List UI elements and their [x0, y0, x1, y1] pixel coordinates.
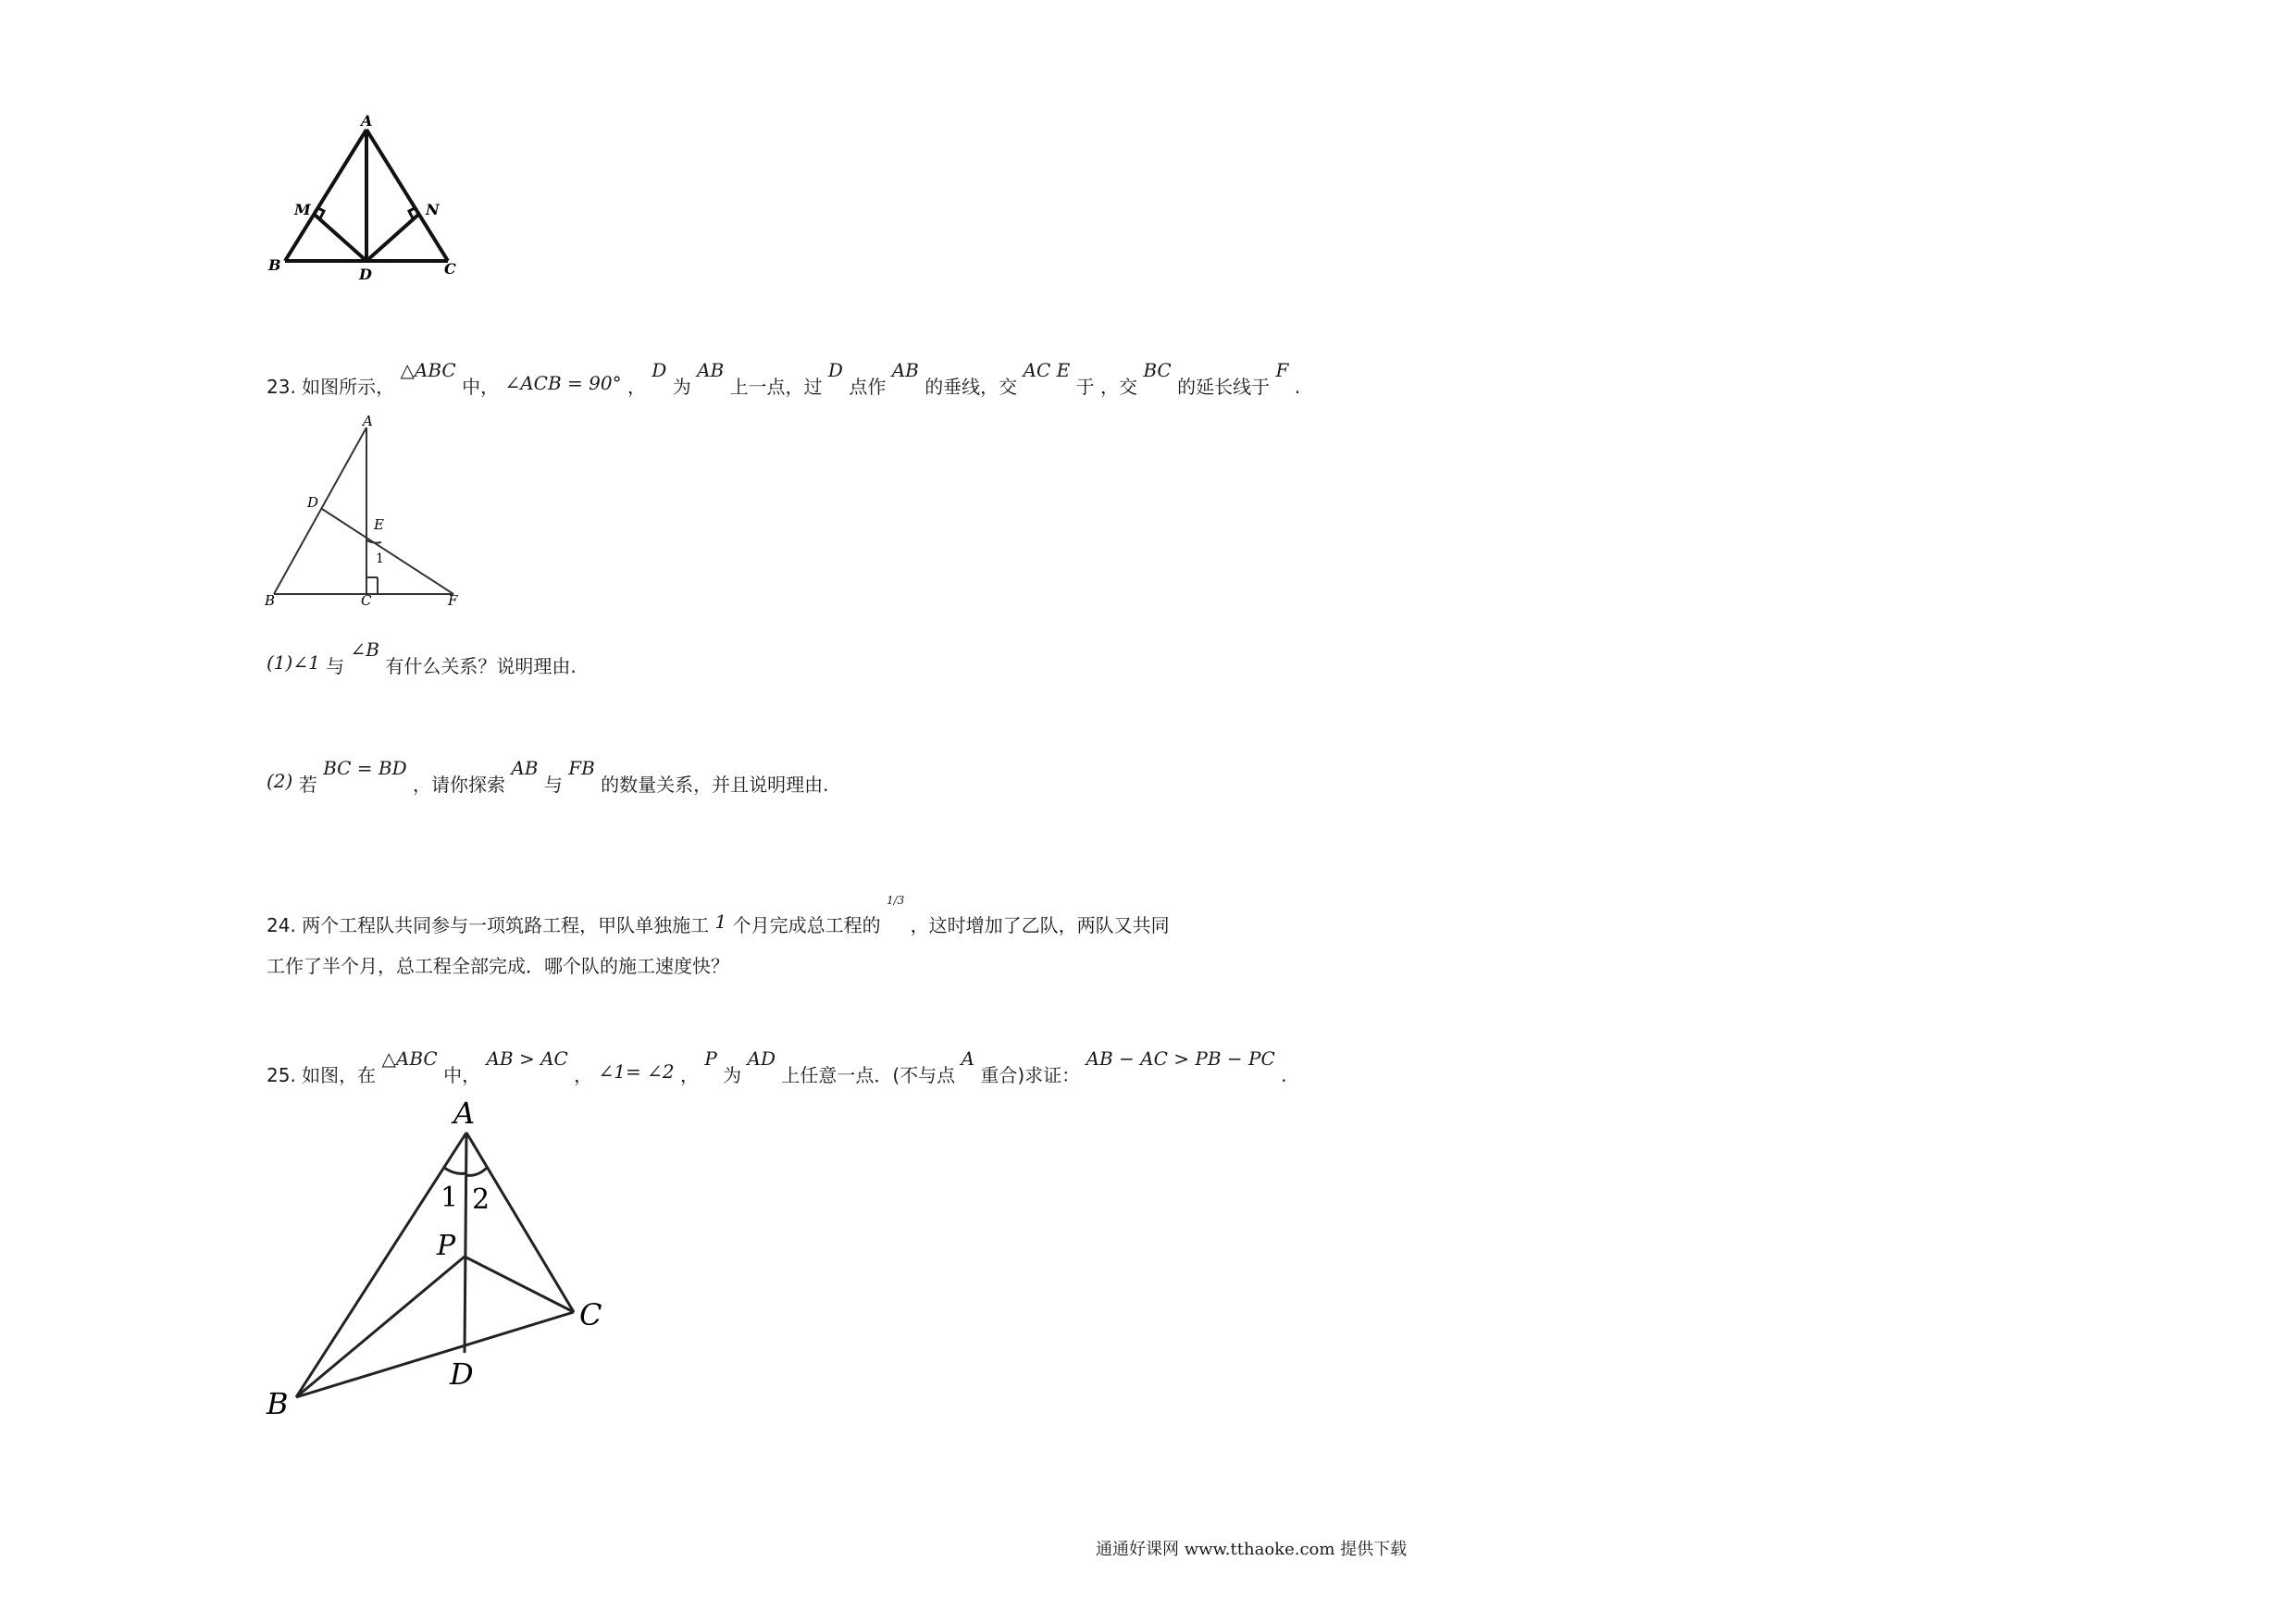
label-A: A: [361, 112, 373, 130]
q25-text-8: .: [1281, 1064, 1287, 1086]
q23-text-11: .: [1294, 376, 1301, 398]
label-N: N: [426, 201, 440, 218]
q23-label-E: E: [374, 516, 384, 533]
q23-math-ab2: AB: [891, 359, 919, 381]
q23-p2-text-3: 与: [543, 774, 563, 796]
q24-line1: [267, 894, 1170, 941]
q23-text-1: 如图所示，: [302, 376, 395, 398]
q23-math-triangle: △ABC: [400, 359, 456, 381]
q25-math-ineq: AB > AC: [486, 1047, 568, 1070]
q25-label-D: D: [450, 1357, 474, 1392]
q23-math-bc: BC: [1143, 359, 1172, 381]
q23-label-angle-1: 1: [376, 551, 384, 566]
q23-math-ab: AB: [697, 359, 725, 381]
label-M: M: [294, 201, 311, 218]
q23-text-5: 上一点，过: [729, 376, 823, 398]
q25-text-6: 上任意一点．(不与点: [781, 1064, 956, 1086]
q23-math-d2: D: [827, 359, 843, 381]
q25-text-4: ，: [679, 1064, 699, 1086]
q25-math-angles: ∠1= ∠2: [598, 1060, 675, 1083]
q23-p2-text-1: 若: [298, 774, 317, 796]
q23-math-f: F: [1275, 359, 1289, 381]
q23-text-6: 点作: [849, 376, 887, 398]
page-footer: 通通好课网 www.tthaoke.com 提供下载: [1096, 1540, 1408, 1559]
q25-stem: [267, 1047, 1287, 1088]
q24-line2: [267, 953, 729, 979]
q23-text-7: 的垂线，交: [925, 376, 1018, 398]
label-D: D: [359, 266, 372, 283]
q23-p2-text-2: ，请你探索: [413, 774, 505, 796]
q25-label-C: C: [579, 1297, 602, 1332]
q23-math-e: E: [1056, 359, 1071, 381]
q23-label-A: A: [363, 413, 373, 429]
q25-label-B: B: [267, 1386, 289, 1421]
q23-math-ac: AC: [1023, 359, 1051, 381]
q23-p1-math-b: ∠B: [350, 638, 379, 661]
q23-p1-text-1: 与: [326, 655, 345, 677]
q25-math-a: A: [961, 1047, 974, 1070]
q25-text-3: ，: [574, 1064, 593, 1086]
q24-fraction: 1/3: [886, 894, 905, 907]
q23-label-C: C: [361, 592, 372, 607]
figure-q23: [259, 413, 481, 607]
q23-text-9: ，交: [1099, 376, 1137, 398]
q23-label-F: F: [448, 592, 458, 607]
q23-text-8: 于: [1075, 376, 1095, 398]
q23-text-2: 中，: [462, 376, 500, 398]
q23-p2-prefix: (2): [267, 770, 293, 792]
q23-p1-text-2: 有什么关系？说明理由.: [385, 655, 577, 677]
q23-label-B: B: [265, 592, 276, 607]
q24-text-c: ，这时增加了乙队，两队又共同: [910, 914, 1170, 936]
q25-text-1: 25. 如图，在: [267, 1064, 377, 1086]
q24-text-a: 24. 两个工程队共同参与一项筑路工程，甲队单独施工: [267, 914, 710, 936]
q25-math-p: P: [704, 1047, 717, 1070]
q25-math-triangle: △ABC: [381, 1047, 438, 1070]
q23-stem: [267, 359, 1301, 400]
q25-math-proof: AB − AC > PB − PC: [1086, 1047, 1275, 1070]
figure-triangle-mn: [259, 111, 481, 296]
q25-text-5: 为: [723, 1064, 742, 1086]
q23-text-3: ，: [627, 376, 646, 398]
q25-math-ad: AD: [747, 1047, 776, 1070]
q23-p2-math-eq: BC = BD: [323, 757, 407, 779]
label-C: C: [444, 260, 456, 278]
q23-label-D: D: [307, 494, 319, 511]
q25-label-P: P: [437, 1230, 456, 1262]
q25-text-7: 重合)求证：: [980, 1064, 1081, 1086]
q23-text-10: 的延长线于: [1177, 376, 1271, 398]
q25-label-angle-1: 1: [441, 1182, 459, 1214]
q23-p1-prefix: (1)∠1: [267, 651, 320, 674]
q23-text-4: 为: [672, 376, 691, 398]
figure-q25: [259, 1092, 629, 1434]
q25-label-angle-2: 2: [472, 1183, 490, 1216]
q23-p2-math-fb: FB: [568, 757, 595, 779]
q23-part2: [267, 757, 829, 798]
q23-number: 23.: [267, 376, 296, 398]
q25-text-2: 中，: [443, 1064, 481, 1086]
q25-label-A: A: [453, 1096, 476, 1131]
q24-text-line2: 工作了半个月，总工程全部完成．哪个队的施工速度快？: [267, 955, 729, 977]
q23-math-d: D: [652, 359, 667, 381]
label-B: B: [268, 256, 281, 274]
q23-math-angle: ∠ACB = 90°: [504, 372, 622, 394]
q24-text-b: 个月完成总工程的: [732, 914, 881, 936]
q23-p2-text-4: 的数量关系，并且说明理由.: [601, 774, 829, 796]
q23-p2-math-ab: AB: [511, 757, 539, 779]
q23-part1: [267, 638, 577, 679]
q24-math-one: 1: [714, 911, 727, 933]
